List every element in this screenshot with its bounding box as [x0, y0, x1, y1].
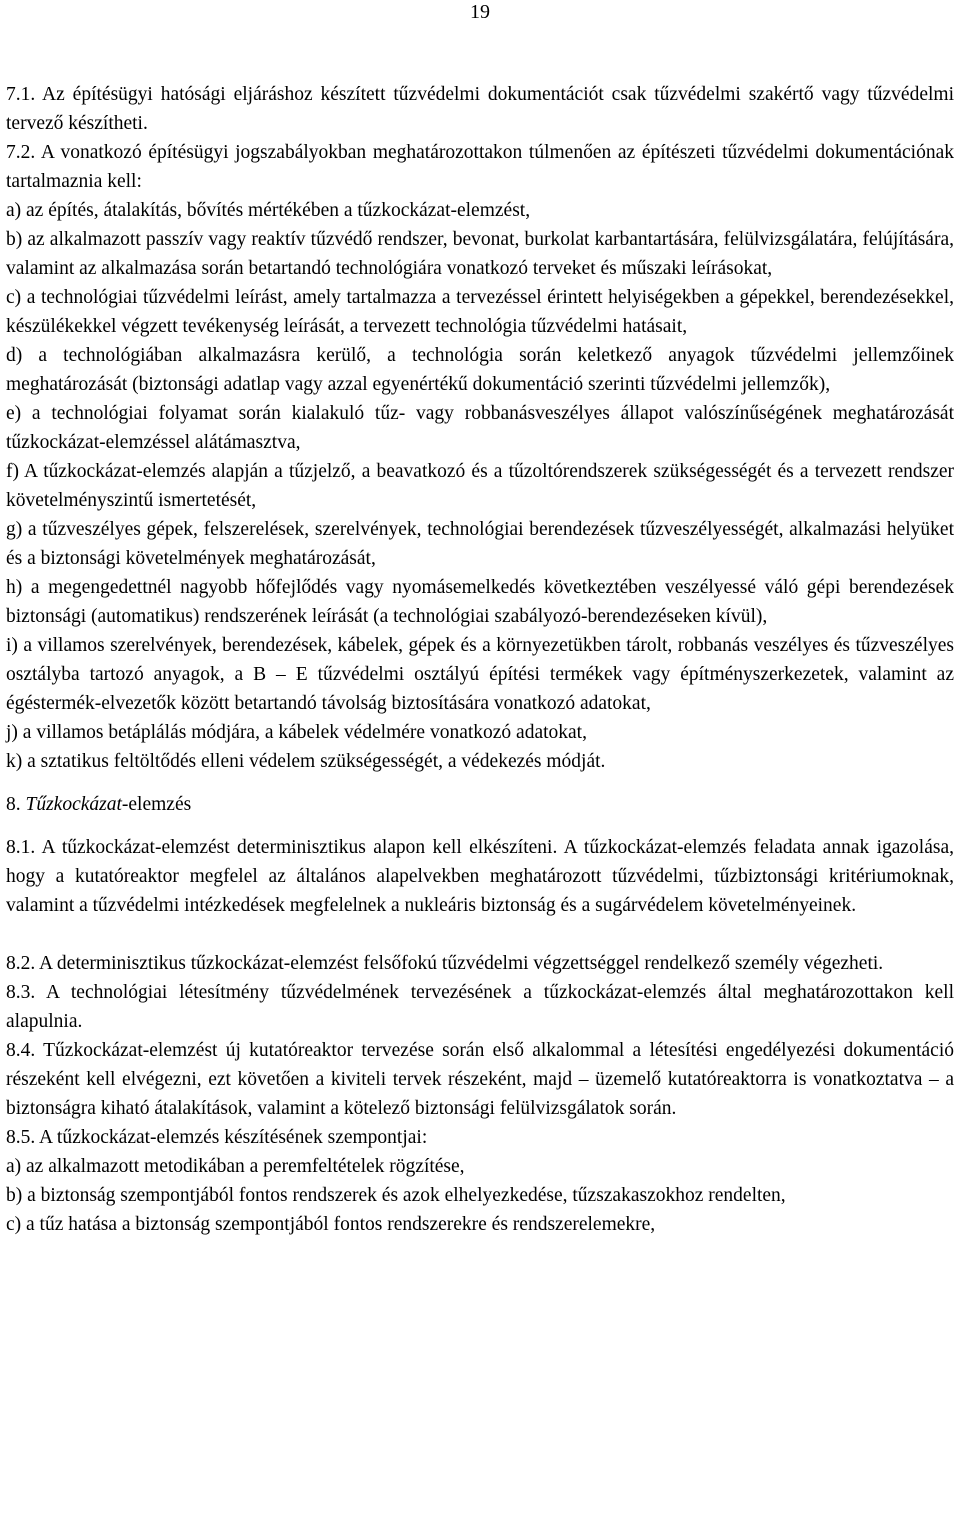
paragraph-8-1: 8.1. A tűzkockázat-elemzést determinisztikus alapon kell elkészíteni. A tűzkockázat-elemzés feladata annak igazolása, hogy a kutatóreaktor megfelel az általános alapelvekben meghatározott tűzvédelmi, tűzbiztonsági kritériumoknak, valamint a tűzvédelmi intézkedések megfelelnek a nukleáris biztonság és a sugárvédelem követelményeinek.	[6, 837, 954, 916]
list-item-7-2-f: f) A tűzkockázat-elemzés alapján a tűzjelző, a beavatkozó és a tűzoltórendszerek szükségességét és a tervezett rendszer követelményszintű ismertetését,	[6, 461, 954, 511]
section-title-italic: Tűzkockázat	[25, 794, 122, 815]
paragraph-7-1: 7.1. Az építésügyi hatósági eljáráshoz készített tűzvédelmi dokumentációt csak tűzvédelmi szakértő vagy tűzvédelmi tervező készítheti.	[6, 84, 954, 134]
list-item-7-2-g: g) a tűzveszélyes gépek, felszerelések, szerelvények, technológiai berendezések tűzveszélyességét, alkalmazási helyüket és a biztonsági követelmények meghatározását,	[6, 519, 954, 569]
section-number: 8.	[6, 794, 26, 815]
list-item-7-2-a: a) az építés, átalakítás, bővítés mértékében a tűzkockázat-elemzést,	[6, 200, 531, 221]
list-item-7-2-d: d) a technológiában alkalmazásra kerülő, a technológia során keletkező anyagok tűzvédelmi jellemzőinek meghatározását (biztonsági adatlap vagy azzal egyenértékű dokumentáció szerinti tűzvédelmi jellemzők),	[6, 345, 954, 395]
page-number: 19	[470, 1, 490, 23]
list-item-8-5-a: a) az alkalmazott metodikában a peremfeltételek rögzítése,	[6, 1156, 465, 1177]
paragraph-8-5: 8.5. A tűzkockázat-elemzés készítésének szempontjai:	[6, 1127, 428, 1148]
list-item-8-5-c: c) a tűz hatása a biztonság szempontjából fontos rendszerekre és rendszerelemekre,	[6, 1214, 656, 1235]
section-title-rest: -elemzés	[121, 794, 192, 815]
list-item-7-2-c: c) a technológiai tűzvédelmi leírást, amely tartalmazza a tervezéssel érintett helyiségekben a gépekkel, berendezésekkel, készülékekkel végzett tevékenység leírását, a tervezett technológia tűzvédelmi hatásait,	[6, 287, 954, 337]
list-item-7-2-h: h) a megengedettnél nagyobb hőfejlődés vagy nyomásemelkedés következtében veszélyessé váló gépi berendezések biztonsági (automatikus) rendszerének leírását (a technológiai szabályozó-berendezéseken kívül),	[6, 577, 954, 627]
list-item-7-2-b: b) az alkalmazott passzív vagy reaktív tűzvédő rendszer, bevonat, burkolat karbantartására, felülvizsgálatára, felújítására, valamint az alkalmazása során betartandó technológiára vonatkozó terveket és műszaki leírásokat,	[6, 229, 954, 279]
section-heading-8	[6, 790, 954, 819]
list-item-7-2-i: i) a villamos szerelvények, berendezések, kábelek, gépek és a környezetükben tárolt, robbanás veszélyes és tűzveszélyes osztályba tartozó anyagok, a B – E tűzvédelmi osztályú építési termékek vagy építményszerkezetek, valamint az égéstermék-elvezetők között betartandó távolság biztosítására vonatkozó adatokat,	[6, 635, 954, 714]
paragraph-8-4: 8.4. Tűzkockázat-elemzést új kutatóreaktor tervezése során első alkalommal a létesítési engedélyezési dokumentáció részeként kell elvégezni, ezt követően a kiviteli tervek részeként, majd – üzemelő kutatóreaktorra is vonatkoztatva – a biztonságra kiható átalakítások, valamint a kötelező biztonsági felülvizsgálatok során.	[6, 1040, 954, 1119]
list-item-8-5-b: b) a biztonság szempontjából fontos rendszerek és azok elhelyezkedése, tűzszakaszokhoz rendelten,	[6, 1185, 786, 1206]
list-item-7-2-j: j) a villamos betáplálás módjára, a kábelek védelmére vonatkozó adatokat,	[6, 722, 587, 743]
paragraph-8-3: 8.3. A technológiai létesítmény tűzvédelmének tervezésének a tűzkockázat-elemzés által meghatározottakon kell alapulnia.	[6, 982, 954, 1032]
list-item-7-2-k: k) a sztatikus feltöltődés elleni védelem szükségességét, a védekezés módját.	[6, 751, 606, 772]
paragraph-7-2: 7.2. A vonatkozó építésügyi jogszabályokban meghatározottakon túlmenően az építészeti tűzvédelmi dokumentációnak tartalmaznia kell:	[6, 142, 954, 192]
list-item-7-2-e: e) a technológiai folyamat során kialakuló tűz- vagy robbanásveszélyes állapot valószínűségének meghatározását tűzkockázat-elemzéssel alátámasztva,	[6, 403, 954, 453]
document-body	[6, 80, 954, 1239]
paragraph-8-2: 8.2. A determinisztikus tűzkockázat-elemzést felsőfokú tűzvédelmi végzettséggel rendelkező személy végezheti.	[6, 953, 884, 974]
